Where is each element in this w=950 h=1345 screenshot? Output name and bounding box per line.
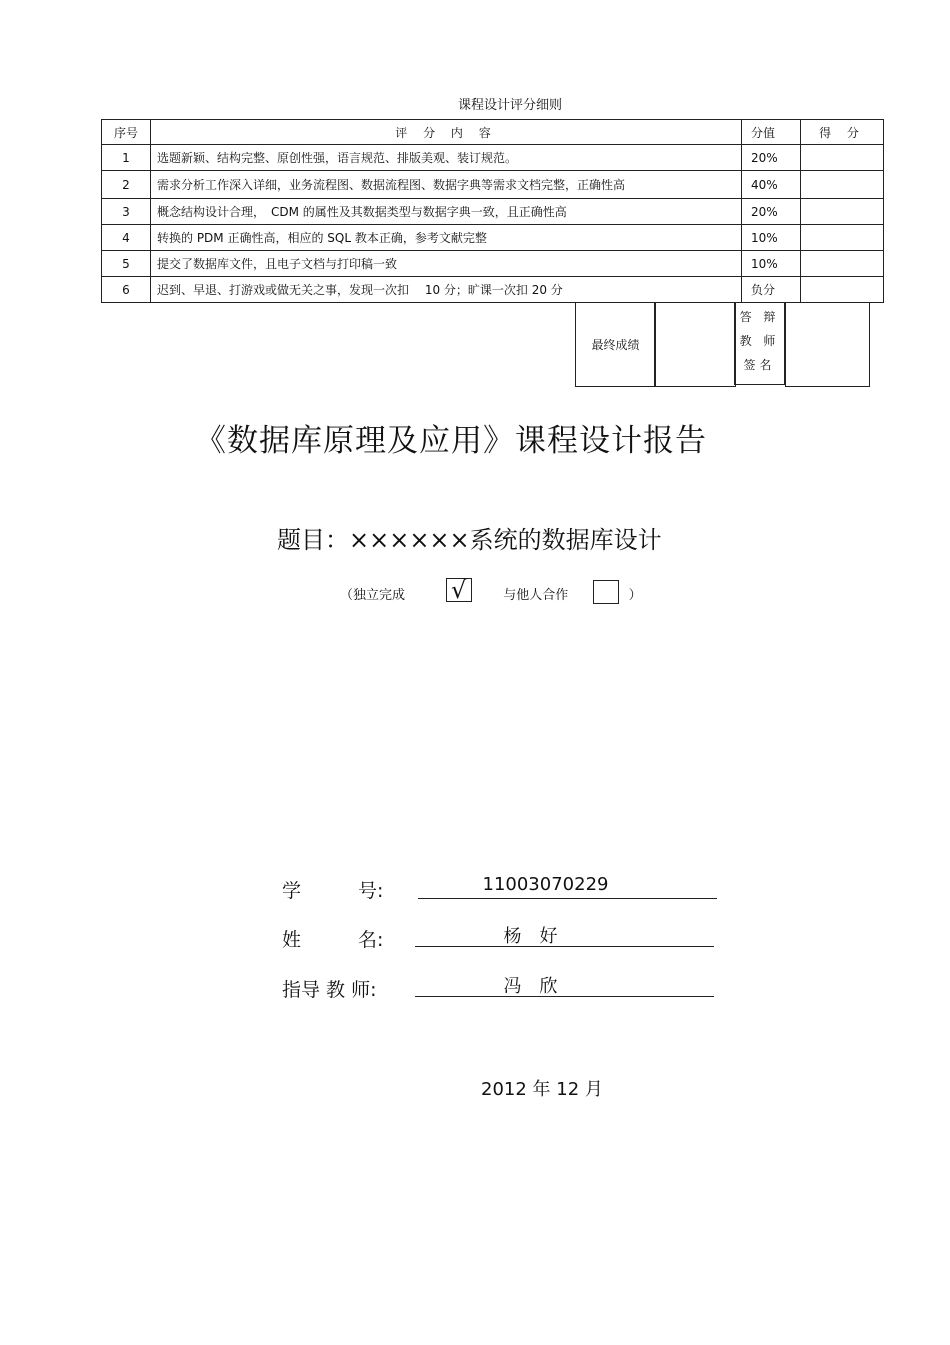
row-score[interactable] <box>801 199 884 225</box>
row-points: 20% <box>742 199 801 225</box>
row-points: 10% <box>742 251 801 277</box>
row-score[interactable] <box>801 171 884 199</box>
row-no: 4 <box>102 225 151 251</box>
teacher-signature-label-line: 教 师 <box>739 334 780 348</box>
row-points: 10% <box>742 225 801 251</box>
row-points: 20% <box>742 145 801 171</box>
row-content: 提交了数据库文件，且电子文档与打印稿一致 <box>151 251 742 277</box>
row-score[interactable] <box>801 145 884 171</box>
row-score[interactable] <box>801 277 884 303</box>
table-row <box>102 199 884 225</box>
independent-checkbox[interactable] <box>446 578 472 602</box>
name-field[interactable] <box>415 922 714 947</box>
row-content: 选题新颖、结构完整、原创性强，语言规范、排版美观、装订规范。 <box>151 145 742 171</box>
advisor-field[interactable] <box>415 972 714 997</box>
teacher-signature-label-line: 签名 <box>743 358 776 372</box>
header-score: 得 分 <box>801 120 884 145</box>
teacher-signature-label <box>734 302 785 385</box>
advisor-value: 冯 欣 <box>503 976 558 997</box>
grading-table <box>101 119 884 303</box>
report-date: 2012 年 12 月 <box>481 1079 603 1100</box>
header-no: 序号 <box>102 120 151 145</box>
row-content: 概念结构设计合理， CDM 的属性及其数据类型与数据字典一致，且正确性高 <box>151 199 742 225</box>
row-no: 2 <box>102 171 151 199</box>
row-score[interactable] <box>801 251 884 277</box>
completion-mode-close: ） <box>628 588 642 603</box>
collab-label: 与他人合作 <box>503 588 569 603</box>
grading-table-header <box>102 120 884 145</box>
completion-mode-open: （独立完成 <box>340 588 406 603</box>
student-id-value: 11003070229 <box>482 874 609 895</box>
report-title: 《数据库原理及应用》课程设计报告 <box>195 423 707 459</box>
row-no: 5 <box>102 251 151 277</box>
table-row <box>102 251 884 277</box>
teacher-signature-label-line: 答 辩 <box>739 310 780 324</box>
row-content: 转换的 PDM 正确性高，相应的 SQL 教本正确，参考文献完整 <box>151 225 742 251</box>
check-icon: √ <box>451 576 467 604</box>
row-content: 迟到、早退、打游戏或做无关之事，发现一次扣 10 分；旷课一次扣 20 分 <box>151 277 742 303</box>
final-grade-field[interactable] <box>654 302 736 387</box>
table-row <box>102 145 884 171</box>
final-grade-label: 最终成绩 <box>575 302 656 387</box>
advisor-label: 指导 教 师: <box>282 979 377 1001</box>
collaboration-checkbox[interactable] <box>593 580 619 604</box>
table-row <box>102 171 884 199</box>
report-subject: 题目：××××××系统的数据库设计 <box>277 526 662 554</box>
student-id-field[interactable] <box>418 874 717 899</box>
header-points: 分值 <box>742 120 801 145</box>
teacher-signature-field[interactable] <box>785 302 870 387</box>
row-points: 负分 <box>742 277 801 303</box>
student-id-label: 学 号: <box>282 880 384 902</box>
grading-table-caption: 课程设计评分细则 <box>457 98 562 113</box>
row-no: 1 <box>102 145 151 171</box>
row-no: 6 <box>102 277 151 303</box>
name-label: 姓 名: <box>282 929 384 951</box>
table-row <box>102 277 884 303</box>
header-content: 评 分 内 容 <box>151 120 742 145</box>
row-points: 40% <box>742 171 801 199</box>
row-no: 3 <box>102 199 151 225</box>
table-row <box>102 225 884 251</box>
row-content: 需求分析工作深入详细，业务流程图、数据流程图、数据字典等需求文档完整，正确性高 <box>151 171 742 199</box>
name-value: 杨 好 <box>503 926 558 947</box>
row-score[interactable] <box>801 225 884 251</box>
